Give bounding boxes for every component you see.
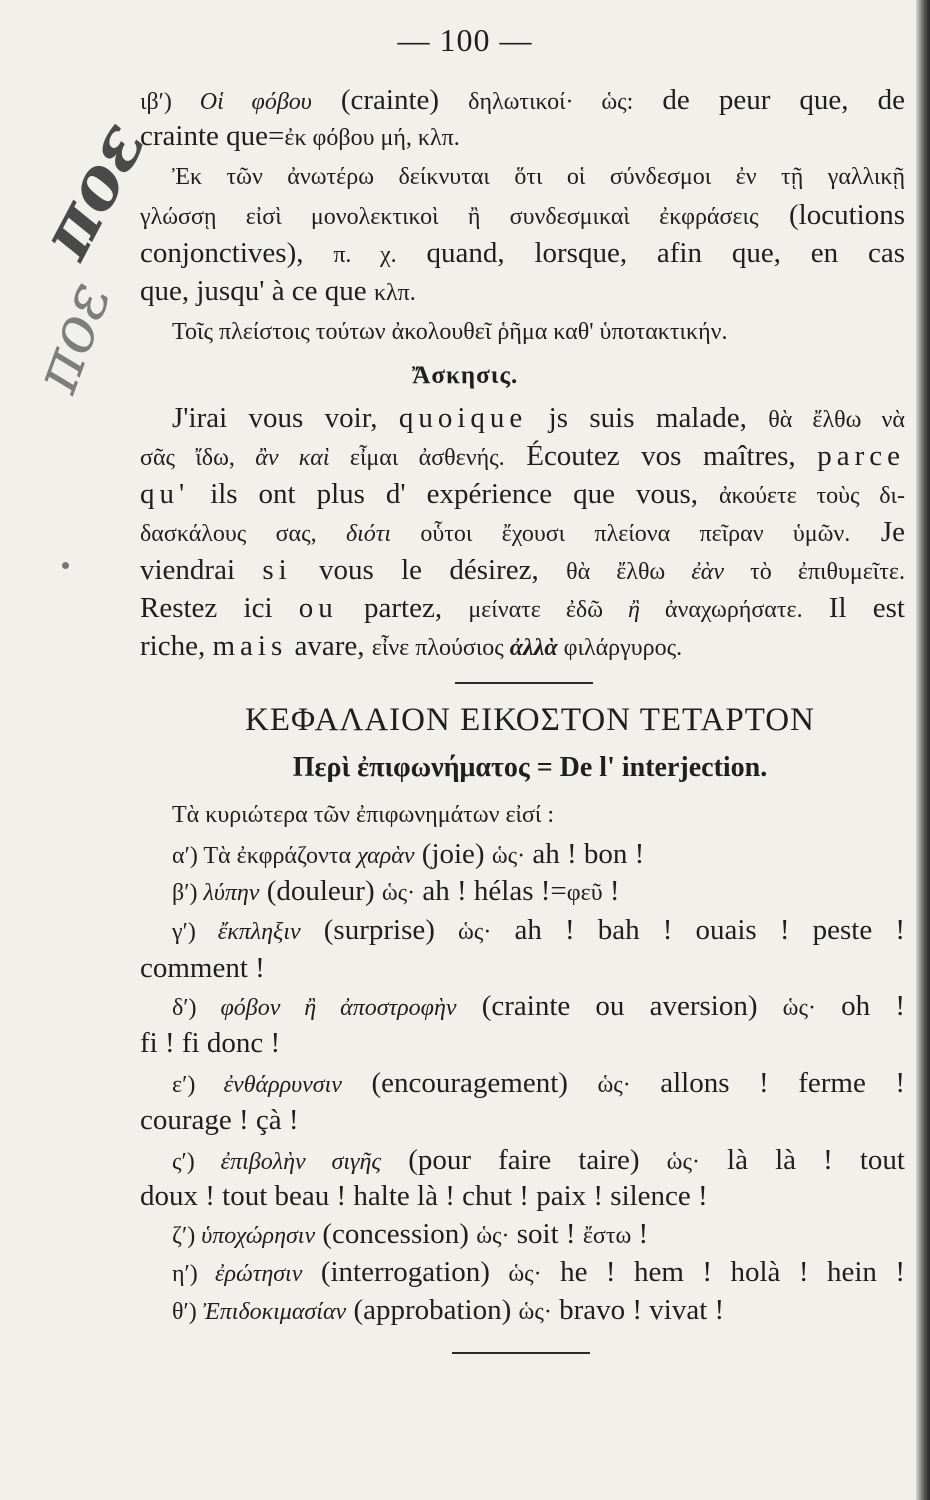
text-line: crainte que=ἐκ φόβου μή, κλπ. bbox=[140, 120, 460, 152]
exercise-line: Restez ici ou partez, μείνατε ἐδῶ ἢ ἀναχωρήσατε. Il est bbox=[140, 592, 905, 624]
page-number: — 100 — bbox=[397, 22, 533, 58]
section-divider bbox=[455, 682, 593, 684]
list-item: ς′) ἐπιβολὴν σιγῆς (pour faire taire) ὡς· là là ! tout bbox=[172, 1144, 905, 1176]
text-line: conjonctives), π. χ. quand, lorsque, afin que, en cas bbox=[140, 237, 905, 269]
list-item-continuation: comment ! bbox=[140, 952, 265, 984]
text-line: γλώσσῃ εἰσὶ μονολεκτικοὶ ἢ συνδεσμικαὶ ἐκφράσεις (locutions bbox=[140, 199, 905, 231]
list-item: δ′) φόβον ἢ ἀποστροφὴν (crainte ou aversion) ὡς· oh ! bbox=[172, 990, 905, 1022]
exercise-line: viendrai si vous le désirez, θὰ ἔλθω ἐὰν τὸ ἐπιθυμεῖτε. bbox=[140, 554, 905, 586]
end-divider bbox=[452, 1352, 590, 1354]
chapter-title: ΚΕΦΑΛΑΙΟΝ ΕΙΚΟΣΤΟΝ ΤΕΤΑΡΤΟΝ bbox=[245, 702, 815, 738]
exercise-heading: Ἄσκησις. bbox=[411, 362, 519, 389]
list-item: ζ′) ὑποχώρησιν (concession) ὡς· soit ! ἔστω ! bbox=[172, 1218, 649, 1250]
list-item: γ′) ἔκπληξιν (surprise) ὡς· ah ! bah ! ouais ! peste ! bbox=[172, 914, 905, 946]
handwritten-annotation: ποε bbox=[22, 107, 162, 272]
exercise-line: qu' ils ont plus d' expérience que vous, ἀκούετε τοὺς δι- bbox=[140, 478, 905, 510]
list-item-continuation: fi ! fi donc ! bbox=[140, 1027, 281, 1059]
intro-line: Τὰ κυριώτερα τῶν ἐπιφωνημάτων εἰσί : bbox=[172, 802, 555, 828]
exercise-line: riche, mais avare, εἶνε πλούσιος ἀλλὰ φιλάργυρος. bbox=[140, 630, 683, 662]
exercise-line: δασκάλους σας, διότι οὗτοι ἔχουσι πλείονα πεῖραν ὑμῶν. Je bbox=[140, 516, 905, 548]
text-line: ιβ′) Οἱ φόβου (crainte) δηλωτικοί· ὡς: de peur que, de bbox=[140, 84, 905, 116]
list-item-continuation: doux ! tout beau ! halte là ! chut ! paix ! silence ! bbox=[140, 1180, 708, 1212]
ink-speck bbox=[62, 562, 69, 569]
text-line: Τοῖς πλείστοις τούτων ἀκολουθεῖ ῥῆμα καθ' ὑποτακτικήν. bbox=[172, 319, 728, 345]
chapter-subtitle: Περὶ ἐπιφωνήματος = De l' interjection. bbox=[292, 752, 768, 783]
exercise-line: σᾶς ἴδω, ἂν καὶ εἶμαι ἀσθενής. Écoutez vos maîtres, parce bbox=[140, 440, 905, 472]
exercise-line: J'irai vous voir, quoique js suis malade, θὰ ἔλθω νὰ bbox=[172, 402, 905, 434]
list-item: β′) λύπην (douleur) ὡς· ah ! hélas !=φεῦ ! bbox=[172, 875, 620, 907]
list-item: η′) ἐρώτησιν (interrogation) ὡς· he ! hem ! holà ! hein ! bbox=[172, 1256, 906, 1288]
list-item: θ′) Ἐπιδοκιμασίαν (approbation) ὡς· bravo ! vivat ! bbox=[172, 1294, 725, 1326]
list-item: α′) Τὰ ἐκφράζοντα χαρὰν (joie) ὡς· ah ! bon ! bbox=[172, 838, 645, 870]
text-line: que, jusqu' à ce que κλπ. bbox=[140, 275, 416, 307]
text-line: Ἐκ τῶν ἀνωτέρω δείκνυται ὅτι οἱ σύνδεσμοι ἐν τῇ γαλλικῇ bbox=[172, 164, 905, 190]
page-binding-edge bbox=[916, 0, 930, 1500]
list-item: ε′) ἐνθάρρυνσιν (encouragement) ὡς· allons ! ferme ! bbox=[172, 1067, 905, 1099]
list-item-continuation: courage ! çà ! bbox=[140, 1104, 299, 1136]
handwritten-annotation-faded: ποε bbox=[18, 271, 126, 402]
